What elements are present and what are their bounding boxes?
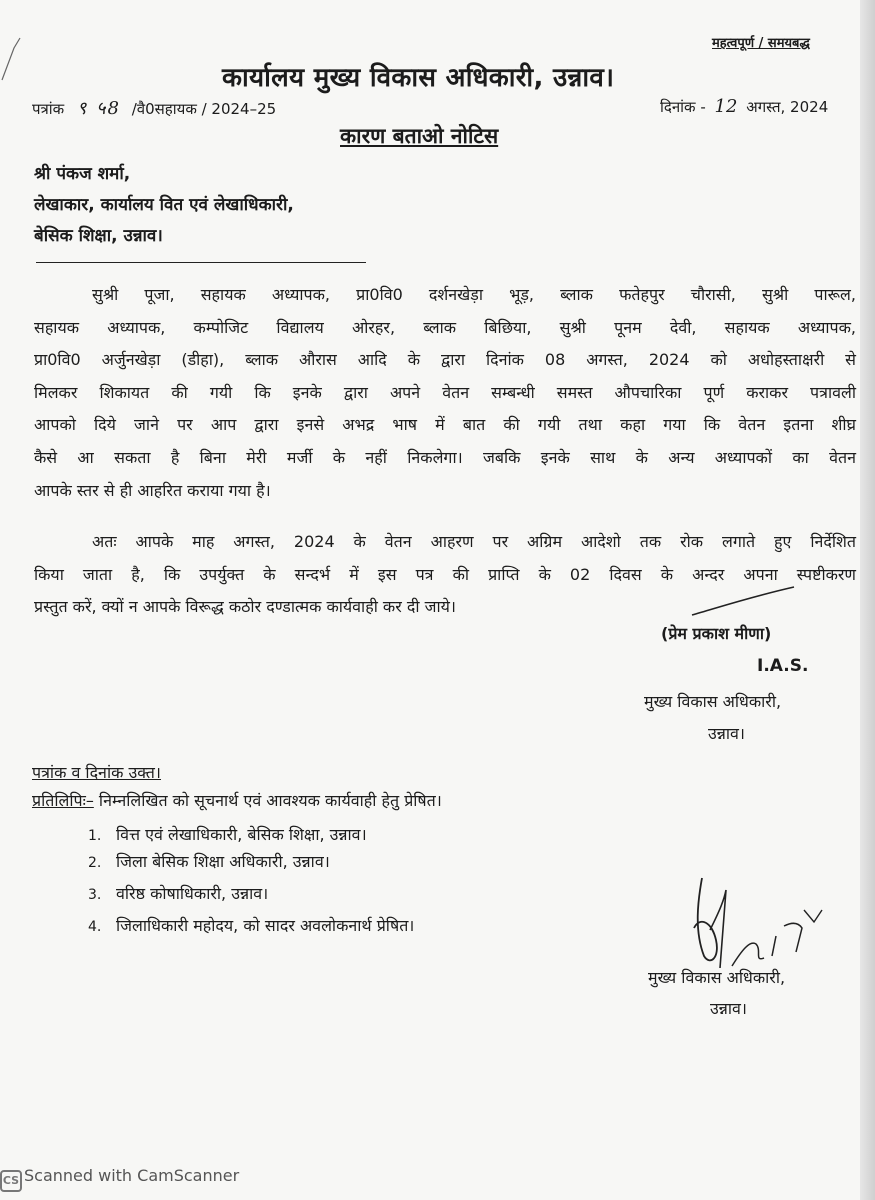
copy-item-number: 3.	[88, 887, 102, 903]
camscanner-text: Scanned with CamScanner	[24, 1166, 240, 1185]
ref-number: ९ ५8	[77, 98, 121, 119]
page-edge-shadow	[860, 0, 875, 1200]
copy-item	[88, 823, 367, 845]
copy-item-text: वरिष्ठ कोषाधिकारी, उन्नाव।	[116, 884, 269, 903]
copy-item-number: 4.	[88, 919, 102, 935]
copy-label: प्रतिलिपिः–	[32, 791, 94, 810]
copy-item-text: जिला बेसिक शिक्षा अधिकारी, उन्नाव।	[116, 852, 330, 871]
copy-item-text: जिलाधिकारी महोदय, को सादर अवलोकनार्थ प्रेषित।	[116, 916, 415, 935]
date-label: दिनांक -	[660, 98, 706, 116]
letter-date	[660, 96, 828, 117]
para1-line: आपके स्तर से ही आहरित कराया गया है।	[34, 480, 271, 500]
para2-line: अतः आपके माह अगस्त, 2024 के वेतन आहरण पर अग्रिम आदेशो तक रोक लगाते हुए निर्देशित	[92, 532, 856, 551]
copy-item-number: 1.	[88, 828, 102, 844]
notice-title: कारण बताओ नोटिस	[340, 124, 499, 148]
para2-line: प्रस्तुत करें, क्यों न आपके विरूद्ध कठोर दण्डात्मक कार्यवाही कर दी जाये।	[34, 597, 456, 617]
para1-line: आपको दिये जाने पर आप द्वारा इनसे अभद्र भाष में बात की गयी तथा कहा गया कि वेतन इतना शीघ्र	[34, 415, 856, 435]
letter-reference	[32, 96, 276, 120]
body-paragraph-1	[34, 279, 856, 507]
para1-line: सहायक अध्यापक, कम्पोजिट विद्यालय ओरहर, ब्लाक बिछिया, सुश्री पूनम देवी, सहायक अध्यापक,	[34, 317, 856, 337]
copy-item-number: 2.	[88, 855, 102, 871]
copy-intro	[32, 789, 442, 811]
final-signatory-place: उन्नाव।	[710, 999, 747, 1018]
handwritten-signature	[680, 870, 830, 980]
date-day: 12	[714, 96, 738, 117]
para1-line: सुश्री पूजा, सहायक अध्यापक, प्रा0वि0 दर्शनखेड़ा भूड़, ब्लाक फतेहपुर चौरासी, सुश्री पारूल,	[92, 285, 856, 304]
date-rest: अगस्त, 2024	[746, 98, 829, 116]
addressee-office: बेसिक शिक्षा, उन्नाव।	[34, 226, 163, 246]
para2-line: किया जाता है, कि उपर्युक्त के सन्दर्भ में इस पत्र की प्राप्ति के 02 दिवस के अन्दर अपना स्पष्टीकरण	[34, 564, 856, 584]
ref-suffix: /वै0सहायक / 2024–25	[131, 100, 277, 118]
signatory-place: उन्नाव।	[708, 724, 745, 743]
para1-line: प्रा0वि0 अर्जुनखेड़ा (डीहा), ब्लाक औरास आदि के द्वारा दिनांक 08 अगस्त, 2024 को अधोहस्ताक्षरी से	[34, 350, 856, 370]
copy-intro-text: निम्नलिखित को सूचनार्थ एवं आवश्यक कार्यवाही हेतु प्रेषित।	[98, 791, 442, 810]
copy-item	[88, 850, 330, 872]
para1-line: कैसे आ सकता है बिना मेरी मर्जी के नहीं निकलेगा। जबकि इनके साथ के अन्य अध्यापकों का वेतन	[34, 447, 856, 467]
signatory-service: I.A.S.	[757, 656, 809, 676]
copy-item-text: वित्त एवं लेखाधिकारी, बेसिक शिक्षा, उन्नाव।	[116, 825, 367, 844]
corner-stroke-mark	[0, 0, 30, 90]
priority-label: महत्वपूर्ण / समयबद्ध	[712, 36, 810, 51]
addressee-name: श्री पंकज शर्मा,	[34, 164, 131, 184]
signatory-designation: मुख्य विकास अधिकारी,	[644, 692, 782, 711]
address-divider	[36, 262, 366, 263]
final-signatory-designation: मुख्य विकास अधिकारी,	[648, 968, 786, 987]
office-title: कार्यालय मुख्य विकास अधिकारी, उन्नाव।	[222, 63, 615, 93]
signatory-name: (प्रेम प्रकाश मीणा)	[661, 624, 772, 643]
copy-item	[88, 882, 268, 904]
copy-item	[88, 914, 414, 936]
ref-label: पत्रांक	[32, 100, 65, 118]
addressee-designation: लेखाकार, कार्यालय वित एवं लेखाधिकारी,	[34, 195, 294, 215]
para1-line: मिलकर शिकायत की गयी कि इनके द्वारा अपने वेतन सम्बन्धी समस्त औपचारिका पूर्ण कराकर पत्रावली	[34, 382, 856, 402]
camscanner-watermark	[0, 1166, 239, 1192]
signature-stroke	[690, 585, 800, 625]
copy-ref-date: पत्रांक व दिनांक उक्त।	[32, 763, 161, 782]
camscanner-logo-icon: CS	[0, 1170, 22, 1192]
